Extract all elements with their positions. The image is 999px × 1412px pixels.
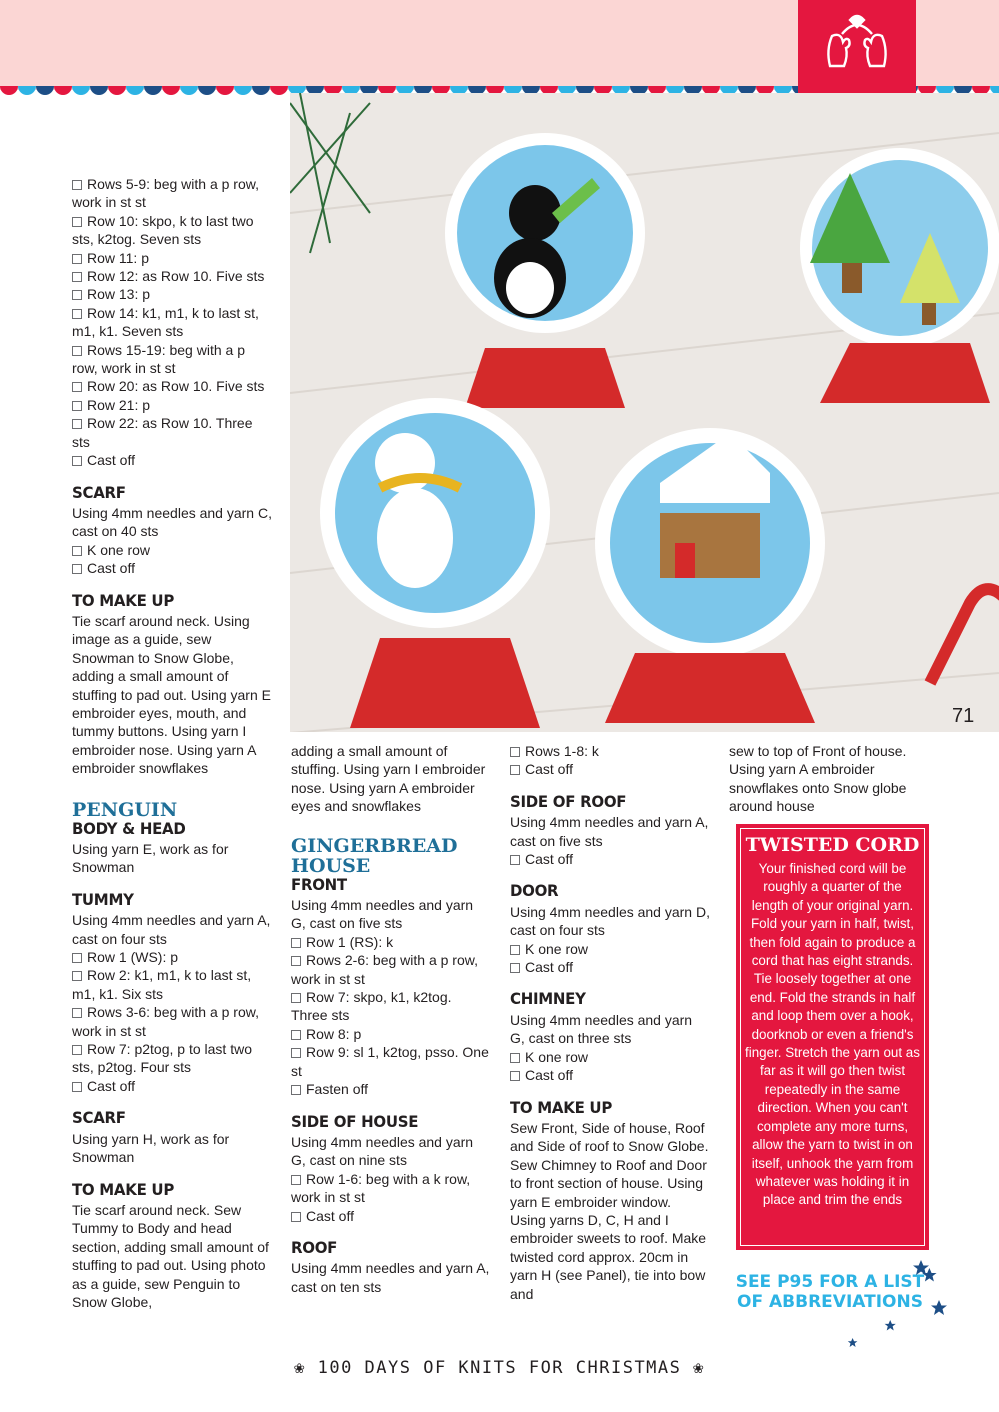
row-text: Cast off bbox=[525, 851, 573, 868]
row-text: K one row bbox=[525, 940, 589, 957]
checkbox-icon bbox=[72, 546, 82, 556]
scarf-text: Using 4mm needles and yarn C, cast on 40 sts bbox=[72, 504, 272, 540]
row-text: Rows 3-6: beg with a p row, work in st st bbox=[72, 1004, 259, 1039]
body-text: Using yarn E, work as for Snowman bbox=[72, 841, 229, 876]
checkbox-icon bbox=[291, 938, 301, 948]
side-roof-text: Using 4mm needles and yarn A, cast on five sts bbox=[510, 814, 709, 849]
makeup-heading: TO MAKE UP bbox=[72, 591, 175, 610]
checkbox-row bbox=[72, 966, 272, 1003]
checkbox-row bbox=[510, 1066, 710, 1084]
checkbox-icon bbox=[72, 971, 82, 981]
makeup2-text: Tie scarf around neck. Sew Tummy to Body and head section, adding small amount of stuffing to pad out. Using photo as a guide, sew Penguin to Snow Globe, bbox=[72, 1201, 269, 1310]
tummy-rows bbox=[72, 948, 272, 1095]
row-text: K one row bbox=[525, 1048, 589, 1065]
row-text: Row 11: p bbox=[87, 249, 149, 266]
side-text: Using 4mm needles and yarn G, cast on nine sts bbox=[291, 1133, 474, 1169]
column-1 bbox=[72, 175, 272, 1311]
checkbox-row bbox=[510, 742, 710, 760]
row-text: Row 12: as Row 10. Five sts bbox=[87, 268, 265, 285]
column-2 bbox=[291, 742, 491, 1296]
checkbox-row bbox=[72, 212, 272, 249]
checkbox-icon bbox=[72, 309, 82, 319]
makeup3-text: Sew Front, Side of house, Roof and Side of roof to Snow Globe. Sew Chimney to Roof and Door to front section of house. Using yarn E embroider window. Using yarns D, C, H and I embroider sweets to roof. Make twisted cord approx. 20cm in yarn H (see Panel), tie into bow and bbox=[510, 1119, 709, 1302]
roof-rows bbox=[510, 742, 710, 779]
checkbox-icon bbox=[72, 419, 82, 429]
checkbox-icon bbox=[72, 1008, 82, 1018]
checkbox-row bbox=[291, 1207, 491, 1225]
checkbox-row bbox=[291, 951, 491, 988]
row-text: K one row bbox=[87, 541, 151, 558]
front-text: Using 4mm needles and yarn G, cast on five sts bbox=[291, 897, 474, 932]
checkbox-icon bbox=[510, 765, 520, 775]
checkbox-icon bbox=[291, 1085, 301, 1095]
side-rows bbox=[291, 1170, 491, 1225]
door-rows bbox=[510, 940, 710, 977]
checkbox-row bbox=[72, 541, 272, 559]
row-text: Rows 1-8: k bbox=[525, 743, 599, 759]
checkbox-icon bbox=[510, 1053, 520, 1063]
scarf2-text: Using yarn H, work as for Snowman bbox=[72, 1130, 230, 1166]
row-text: Cast off bbox=[525, 761, 573, 778]
page-number: 71 bbox=[952, 705, 975, 727]
checkbox-icon bbox=[72, 272, 82, 282]
checkbox-icon bbox=[510, 963, 520, 973]
makeup3-heading: TO MAKE UP bbox=[510, 1098, 613, 1117]
front-rows bbox=[291, 933, 491, 1099]
checkbox-row bbox=[291, 1025, 491, 1043]
scarf-heading: SCARF bbox=[72, 483, 126, 502]
row-text: Cast off bbox=[87, 452, 135, 469]
body-heading: BODY & HEAD bbox=[72, 819, 186, 839]
checkbox-row bbox=[72, 1077, 272, 1095]
row-text: Rows 2-6: beg with a p row, work in st st bbox=[291, 952, 478, 987]
checkbox-icon bbox=[72, 382, 82, 392]
row-text: Cast off bbox=[87, 560, 135, 577]
checkbox-row bbox=[72, 304, 272, 341]
checkbox-icon bbox=[510, 855, 520, 865]
see-abbreviations: SEE P95 FOR A LIST OF ABBREVIATIONS bbox=[735, 1272, 925, 1312]
snow-globe-ornaments-photo bbox=[290, 93, 999, 732]
row-text: Row 8: p bbox=[306, 1025, 362, 1042]
row-text: Row 14: k1, m1, k to last st, m1, k1. Seven sts bbox=[72, 304, 259, 340]
checkbox-row bbox=[72, 1003, 272, 1040]
row-text: Row 1 (RS): k bbox=[306, 933, 394, 950]
checkbox-row bbox=[291, 933, 491, 951]
row-text: Row 1-6: beg with a k row, work in st st bbox=[291, 1170, 471, 1206]
checkbox-row bbox=[72, 249, 272, 267]
column-4 bbox=[729, 742, 929, 816]
side-heading: SIDE OF HOUSE bbox=[291, 1112, 419, 1131]
checkbox-icon bbox=[291, 1175, 301, 1185]
door-text: Using 4mm needles and yarn D, cast on four sts bbox=[510, 903, 710, 939]
checkbox-row bbox=[72, 1040, 272, 1077]
row-text: Row 20: as Row 10. Five sts bbox=[87, 378, 265, 395]
row-text: Row 7: p2tog, p to last two sts, p2tog. Four sts bbox=[72, 1041, 252, 1076]
scarf2-heading: SCARF bbox=[72, 1108, 126, 1128]
chimney-heading: CHIMNEY bbox=[510, 990, 586, 1009]
checkbox-row bbox=[72, 451, 272, 469]
checkbox-row bbox=[510, 958, 710, 976]
checkbox-icon bbox=[291, 1212, 301, 1222]
checkbox-icon bbox=[72, 1045, 82, 1055]
door-heading: DOOR bbox=[510, 881, 559, 901]
checkbox-row bbox=[72, 414, 272, 451]
checkbox-icon bbox=[72, 401, 82, 411]
checkbox-row bbox=[510, 760, 710, 778]
row-text: Cast off bbox=[306, 1207, 354, 1224]
flower-icon: ❀ bbox=[693, 1358, 705, 1378]
footer-title: 100 DAYS OF KNITS FOR CHRISTMAS bbox=[317, 1358, 682, 1378]
side-roof-rows bbox=[510, 850, 710, 868]
twisted-cord-panel bbox=[736, 824, 929, 1250]
checkbox-row bbox=[72, 396, 272, 414]
checkbox-icon bbox=[72, 180, 82, 190]
makeup-text: Tie scarf around neck. Using image as a guide, sew Snowman to Snow Globe, adding a small amount of stuffing to pad out. Using yarn E embroider eyes, mouth, and tummy buttons. Using yarn I embroider nose. Using yarn A embroider snowflakes bbox=[72, 612, 271, 777]
checkbox-row bbox=[72, 341, 272, 378]
checkbox-icon bbox=[72, 254, 82, 264]
footer bbox=[0, 1358, 999, 1378]
checkbox-row bbox=[72, 285, 272, 303]
column-3 bbox=[510, 742, 710, 1303]
checkbox-row bbox=[72, 559, 272, 577]
row-text: Rows 5-9: beg with a p row, work in st st bbox=[72, 176, 259, 211]
penguin-title: PENGUIN bbox=[72, 798, 178, 821]
rows-list bbox=[72, 175, 272, 470]
checkbox-icon bbox=[510, 1071, 520, 1081]
checkbox-icon bbox=[72, 290, 82, 300]
roof-heading: ROOF bbox=[291, 1238, 338, 1258]
checkbox-icon bbox=[72, 217, 82, 227]
checkbox-row bbox=[72, 267, 272, 285]
row-text: Row 1 (WS): p bbox=[87, 949, 179, 966]
continued-text: adding a small amount of stuffing. Using yarn I embroider nose. Using yarn A embroider eyes and snowflakes bbox=[291, 743, 486, 815]
continued-text-2: sew to top of Front of house. Using yarn A embroider snowflakes onto Snow globe around house bbox=[729, 743, 907, 815]
row-text: Row 7: skpo, k1, k2tog. Three sts bbox=[291, 989, 452, 1024]
row-text: Row 21: p bbox=[87, 396, 151, 413]
row-text: Row 9: sl 1, k2tog, psso. One st bbox=[291, 1044, 489, 1079]
tummy-text: Using 4mm needles and yarn A, cast on four sts bbox=[72, 912, 271, 947]
checkbox-row bbox=[72, 948, 272, 966]
checkbox-row bbox=[291, 1080, 491, 1098]
checkbox-icon bbox=[72, 456, 82, 466]
row-text: Row 13: p bbox=[87, 286, 151, 303]
panel-title: TWISTED CORD bbox=[745, 834, 920, 856]
makeup2-heading: TO MAKE UP bbox=[72, 1180, 175, 1199]
roof-text: Using 4mm needles and yarn A, cast on ten sts bbox=[291, 1260, 490, 1295]
checkbox-row bbox=[291, 988, 491, 1025]
checkbox-icon bbox=[291, 1030, 301, 1040]
row-text: Row 2: k1, m1, k to last st, m1, k1. Six sts bbox=[72, 967, 252, 1002]
checkbox-icon bbox=[72, 346, 82, 356]
stars-decoration bbox=[705, 1260, 965, 1350]
side-roof-heading: SIDE OF ROOF bbox=[510, 792, 627, 812]
scarf-rows bbox=[72, 541, 272, 578]
checkbox-row bbox=[291, 1043, 491, 1080]
checkbox-row bbox=[291, 1170, 491, 1207]
panel-text: Your finished cord will be roughly a quarter of the length of your original yarn. Fold your yarn in half, twist, then fold again to produce a cord that has eight strands. Tie loosely together at one end. Fold the strands in half and loop them over a hook, doorknob or even a friend's finger. Stretch the yarn out as far as it will go then twist repeatedly in the same direction. When you can't complete any more turns, allow the yarn to twist in on itself, unhook the yarn from whatever was holding it in place and trim the ends bbox=[745, 861, 920, 1208]
checkbox-icon bbox=[291, 956, 301, 966]
checkbox-row bbox=[510, 1048, 710, 1066]
row-text: Cast off bbox=[525, 959, 573, 976]
row-text: Cast off bbox=[87, 1077, 135, 1094]
front-heading: FRONT bbox=[291, 875, 347, 895]
checkbox-icon bbox=[72, 953, 82, 963]
checkbox-row bbox=[72, 175, 272, 212]
checkbox-row bbox=[510, 850, 710, 868]
row-text: Cast off bbox=[525, 1067, 573, 1084]
row-text: Row 22: as Row 10. Three sts bbox=[72, 415, 253, 450]
checkbox-row bbox=[72, 377, 272, 395]
checkbox-icon bbox=[510, 747, 520, 757]
row-text: Row 10: skpo, k to last two sts, k2tog. Seven sts bbox=[72, 212, 254, 248]
checkbox-icon bbox=[72, 1082, 82, 1092]
chimney-rows bbox=[510, 1048, 710, 1085]
checkbox-icon bbox=[291, 993, 301, 1003]
checkbox-icon bbox=[510, 945, 520, 955]
checkbox-row bbox=[510, 940, 710, 958]
checkbox-icon bbox=[291, 1048, 301, 1058]
flower-icon: ❀ bbox=[294, 1358, 306, 1378]
row-text: Rows 15-19: beg with a p row, work in st st bbox=[72, 341, 245, 377]
checkbox-icon bbox=[72, 564, 82, 574]
row-text: Fasten off bbox=[306, 1081, 369, 1098]
tummy-heading: TUMMY bbox=[72, 890, 134, 910]
gingerbread-title: GINGERBREAD HOUSE bbox=[291, 834, 458, 877]
chimney-text: Using 4mm needles and yarn G, cast on three sts bbox=[510, 1011, 693, 1047]
